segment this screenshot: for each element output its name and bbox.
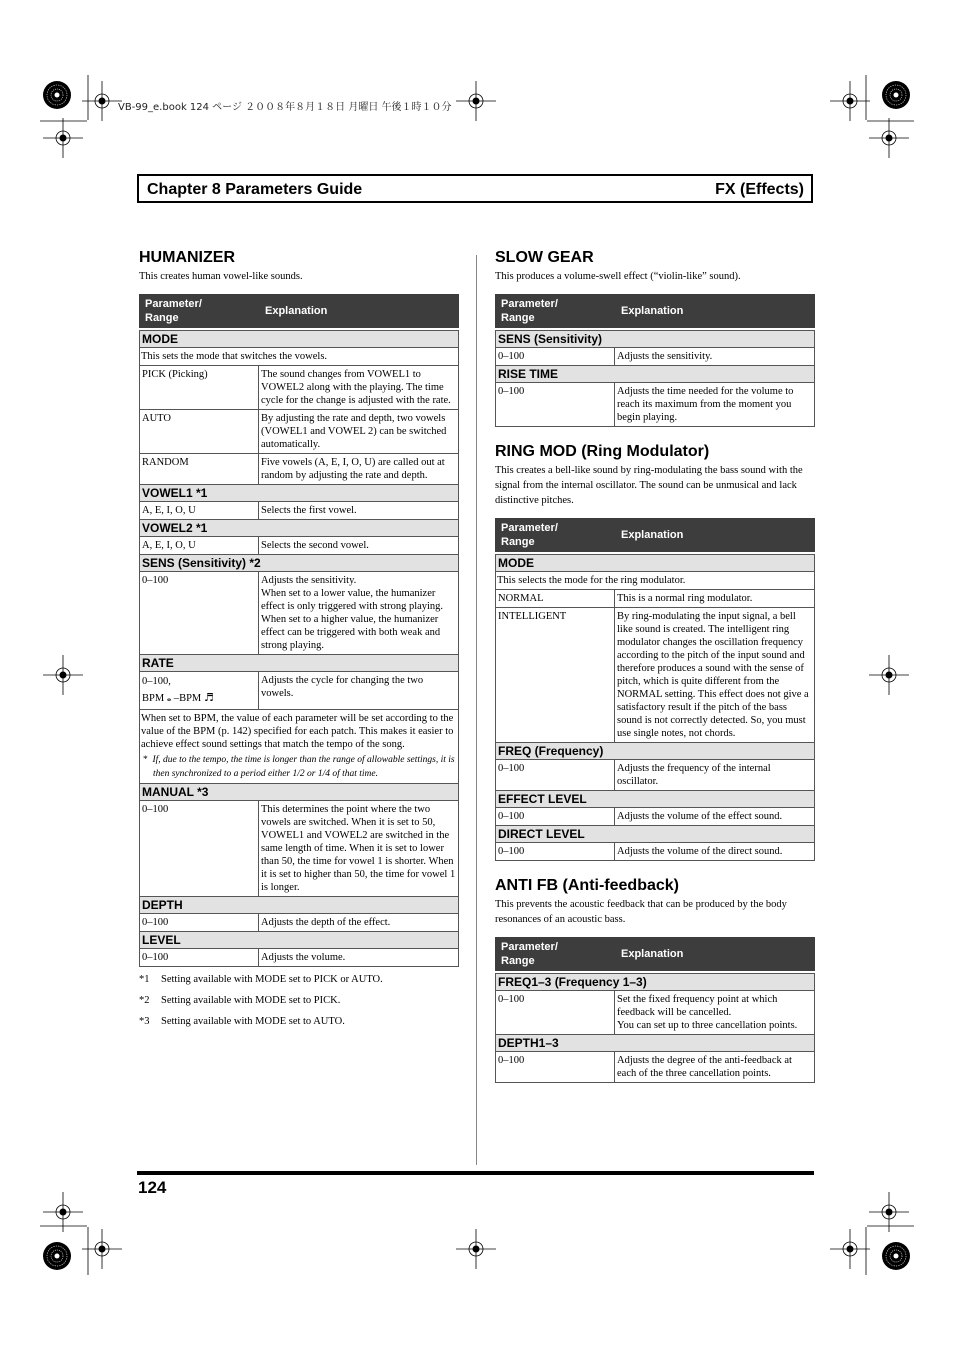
ring-mod-title: RING MOD (Ring Modulator) — [495, 443, 710, 460]
footer-rule — [137, 1171, 814, 1175]
footnote: *3 Setting available with MODE set to AUTO. — [139, 1016, 345, 1027]
humanizer-desc: This creates human vowel-like sounds. — [139, 271, 303, 282]
footnote: *1 Setting available with MODE set to PICK or AUTO. — [139, 974, 383, 985]
table-row: 0–100 Adjusts the volume of the direct sound. — [496, 843, 815, 861]
param-level: LEVEL — [140, 932, 459, 949]
footnote: *2 Setting available with MODE set to PICK. — [139, 995, 341, 1006]
param-sens: SENS (Sensitivity) — [496, 331, 815, 348]
slow-gear-table — [495, 294, 815, 427]
slow-gear-desc: This produces a volume-swell effect (“violin-like” sound). — [495, 271, 741, 282]
param-mode: MODE — [140, 331, 459, 348]
param-depth: DEPTH1–3 — [496, 1035, 815, 1052]
humanizer-footnotes — [139, 974, 459, 1027]
whole-note-icon: 𝅝 — [166, 691, 172, 704]
chapter-header — [137, 174, 813, 203]
param-rate: RATE — [140, 655, 459, 672]
table-row: 0–100 Adjusts the time needed for the volume to reach its maximum from the moment you begin playing. — [496, 383, 815, 427]
table-row: A, E, I, O, U Selects the second vowel. — [140, 537, 459, 555]
table-row: 0–100 Adjusts the depth of the effect. — [140, 914, 459, 932]
sixteenth-note-icon: ♬ — [203, 691, 214, 704]
section-title: FX (Effects) — [715, 181, 804, 198]
param-mode: MODE — [496, 555, 815, 572]
ring-mod-table — [495, 518, 815, 861]
table-row: 0–100 Adjusts the sensitivity. — [496, 348, 815, 366]
table-row: AUTO By adjusting the rate and depth, two vowels (VOWEL1 and VOWEL 2) can be switched automatically. — [140, 410, 459, 454]
table-row: 0–100 Adjusts the frequency of the internal oscillator. — [496, 760, 815, 791]
table-header: Parameter/ Range Explanation — [496, 295, 815, 328]
ring-mod-desc: This creates a bell-like sound by ring-modulating the bass sound with the signal from the internal oscillator. The sound can be unmusical and lack distinctive pitches. — [495, 465, 803, 506]
mode-note: This selects the mode for the ring modulator. — [496, 572, 815, 590]
right-column — [495, 249, 815, 1083]
param-manual: MANUAL *3 — [140, 784, 459, 801]
param-depth: DEPTH — [140, 897, 459, 914]
param-vowel1: VOWEL1 *1 — [140, 485, 459, 502]
param-vowel2: VOWEL2 *1 — [140, 520, 459, 537]
header-parameter: Parameter/ Range — [140, 295, 259, 328]
rate-note: When set to BPM, the value of each parameter will be set according to the value of the BPM (p. 142) specified for each patch. This makes it easier to achieve effect sound settings that match the tempo of the song. * If, due to the tempo, the time is longer than the range of allowable settings, it is then synchronized to a period either 1/2 or 1/4 of that time. — [140, 710, 459, 784]
table-row: 0–100 Adjusts the degree of the anti-feedback at each of the three cancellation points. — [496, 1052, 815, 1083]
table-row: 0–100 Adjusts the sensitivity. When set to a lower value, the humanizer effect is only triggered with strong playing. When set to a higher value, the humanizer effect can be triggered with both weak and strong playing. — [140, 572, 459, 655]
column-divider — [476, 255, 477, 1165]
anti-fb-table — [495, 937, 815, 1083]
table-row: A, E, I, O, U Selects the first vowel. — [140, 502, 459, 520]
param-direct-level: DIRECT LEVEL — [496, 826, 815, 843]
table-row: PICK (Picking) The sound changes from VOWEL1 to VOWEL2 along with the playing. The time cycle for the change is adjusted with the rate. — [140, 366, 459, 410]
table-row: RANDOM Five vowels (A, E, I, O, U) are called out at random by adjusting the rate and depth. — [140, 454, 459, 485]
humanizer-section — [139, 249, 459, 1037]
table-header — [140, 295, 459, 328]
param-freq: FREQ1–3 (Frequency 1–3) — [496, 974, 815, 991]
humanizer-title: HUMANIZER — [139, 249, 235, 266]
page-number: 124 — [138, 1178, 167, 1197]
header-explanation: Explanation — [259, 295, 459, 328]
slow-gear-title: SLOW GEAR — [495, 249, 594, 266]
table-row: NORMAL This is a normal ring modulator. — [496, 590, 815, 608]
table-row: 0–100, BPM 𝅝 –BPM ♬ Adjusts the cycle for changing the two vowels. — [140, 672, 459, 710]
rate-italic-note: * If, due to the tempo, the time is longer than the range of allowable settings, it is then synchronized to a period either 1/2 or 1/4 of that time. — [143, 755, 455, 779]
table-row: 0–100 This determines the point where the two vowels are switched. When it is set to 50, VOWEL1 and VOWEL2 are switched in the same length of time. When it is set to lower than 50, the time for vowel 1 is shorter. When it is set to higher than 50, the time for vowel 1 is longer. — [140, 801, 459, 897]
table-row: 0–100 Adjusts the volume of the effect sound. — [496, 808, 815, 826]
table-row: 0–100 Set the fixed frequency point at which feedback will be cancelled. You can set up to three cancellation points. — [496, 991, 815, 1035]
table-row: 0–100 Adjusts the volume. — [140, 949, 459, 967]
param-sens: SENS (Sensitivity) *2 — [140, 555, 459, 572]
anti-fb-title: ANTI FB (Anti-feedback) — [495, 877, 679, 894]
table-header: Parameter/ Range Explanation — [496, 519, 815, 552]
humanizer-table — [139, 294, 459, 967]
param-effect-level: EFFECT LEVEL — [496, 791, 815, 808]
table-row: INTELLIGENT By ring-modulating the input signal, a bell like sound is created. The intelligent ring modulator changes the oscillation frequency according to the pitch of the input sound and therefore produces a sound with the sense of pitch, which is quite different from the NORMAL setting. This effect does not give a satisfactory result if the pitch of the bass sound is not correctly detected. So, you must use single notes, not chords. — [496, 608, 815, 743]
chapter-title: Chapter 8 Parameters Guide — [147, 181, 363, 198]
param-freq: FREQ (Frequency) — [496, 743, 815, 760]
mode-note: This sets the mode that switches the vowels. — [140, 348, 459, 366]
print-file-info: VB-99_e.book 124 ページ ２００８年８月１８日 月曜日 午後１時１０分 — [118, 102, 452, 113]
anti-fb-desc: This prevents the acoustic feedback that can be produced by the body resonances of an acoustic bass. — [495, 899, 787, 925]
table-header: Parameter/ Range Explanation — [496, 938, 815, 971]
param-rise-time: RISE TIME — [496, 366, 815, 383]
